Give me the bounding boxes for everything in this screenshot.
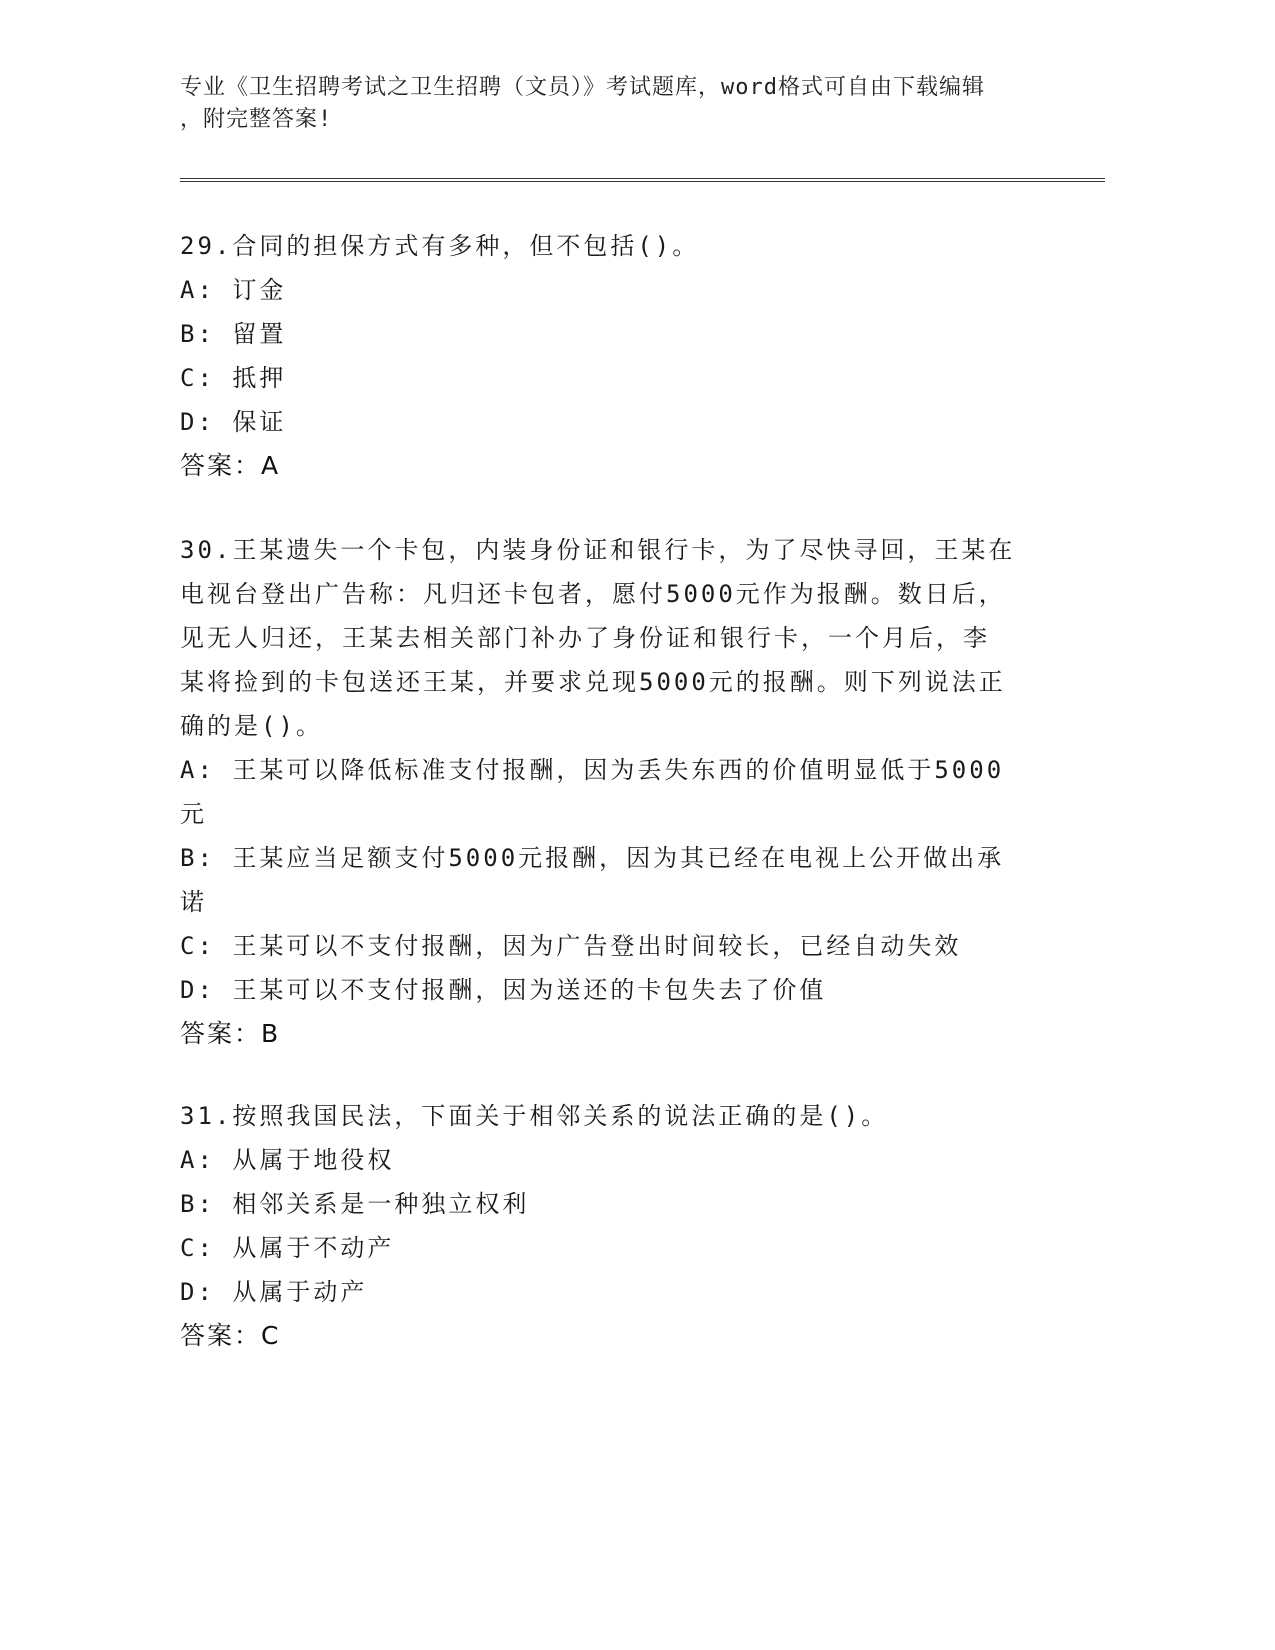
option-a: A: 从属于地役权 xyxy=(180,1146,395,1174)
question-31 xyxy=(180,1094,1040,1358)
header-double-rule xyxy=(180,178,1105,182)
question-29 xyxy=(180,224,1040,488)
option-c: C: 从属于不动产 xyxy=(180,1234,395,1262)
option-b: B: 留置 xyxy=(180,320,287,348)
option-d: D: 王某可以不支付报酬，因为送还的卡包失去了价值 xyxy=(180,976,827,1004)
answer-label: 答案：B xyxy=(180,1019,281,1048)
header-line: ，附完整答案! xyxy=(180,107,333,132)
option-a: A: 订金 xyxy=(180,276,287,304)
option-c: C: 王某可以不支付报酬，因为广告登出时间较长，已经自动失效 xyxy=(180,932,962,960)
question-stem-line: 确的是()。 xyxy=(180,712,323,740)
question-30 xyxy=(180,528,1040,1056)
option-a: A: 王某可以降低标准支付报酬，因为丢失东西的价值明显低于5000 xyxy=(180,756,1005,784)
option-d: D: 保证 xyxy=(180,408,287,436)
option-d: D: 从属于动产 xyxy=(180,1278,368,1306)
document-header xyxy=(180,72,1040,136)
option-b: B: 王某应当足额支付5000元报酬，因为其已经在电视上公开做出承 xyxy=(180,844,1005,872)
question-stem-line: 30.王某遗失一个卡包，内装身份证和银行卡，为了尽快寻回，王某在 xyxy=(180,536,1016,564)
option-a-continued: 元 xyxy=(180,800,207,828)
option-b-continued: 诺 xyxy=(180,888,207,916)
option-c: C: 抵押 xyxy=(180,364,287,392)
answer-label: 答案：C xyxy=(180,1321,281,1350)
header-line: 专业《卫生招聘考试之卫生招聘（文员）》考试题库，word格式可自由下载编辑 xyxy=(180,75,985,100)
option-b: B: 相邻关系是一种独立权利 xyxy=(180,1190,530,1218)
question-stem-line: 29.合同的担保方式有多种，但不包括()。 xyxy=(180,232,700,260)
question-stem-line: 电视台登出广告称：凡归还卡包者，愿付5000元作为报酬。数日后， xyxy=(180,580,1006,608)
answer-label: 答案：A xyxy=(180,451,281,480)
question-stem-line: 见无人归还，王某去相关部门补办了身份证和银行卡，一个月后，李 xyxy=(180,624,990,652)
question-stem-line: 31.按照我国民法，下面关于相邻关系的说法正确的是()。 xyxy=(180,1102,889,1130)
question-stem-line: 某将捡到的卡包送还王某，并要求兑现5000元的报酬。则下列说法正 xyxy=(180,668,1006,696)
